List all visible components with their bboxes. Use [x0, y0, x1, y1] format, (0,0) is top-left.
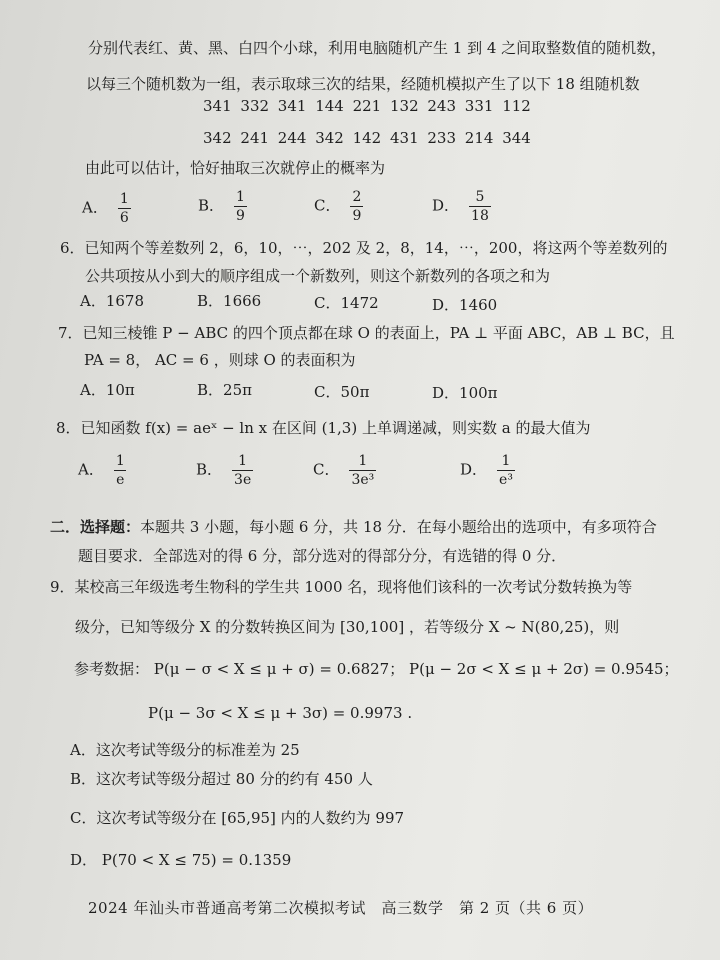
q9-reference-data-2: P(μ − 3σ < X ≤ μ + 3σ) = 0.9973 . — [148, 704, 413, 722]
numerator: 1 — [236, 189, 245, 205]
section2-desc-line-2: 题目要求．全部选对的得 6 分，部分选对的得部分分，有选错的得 0 分． — [78, 547, 567, 565]
q9-option-d: D． P(70 < X ≤ 75) = 0.1359 — [70, 851, 292, 869]
q9-option-c: C．这次考试等级分在 [65,95] 内的人数约为 997 — [70, 809, 405, 827]
option-label: A． — [78, 460, 104, 479]
fraction — [114, 452, 127, 489]
page-footer: 2024 年汕头市普通高考第二次模拟考试 高三数学 第 2 页（共 6 页） — [88, 899, 594, 917]
denominator: 9 — [352, 208, 362, 224]
option-label: C． — [313, 460, 340, 479]
random-numbers-row-1: 341 332 341 144 221 132 243 331 112 — [203, 97, 531, 115]
fraction — [232, 452, 253, 489]
q5-option-b — [198, 188, 247, 225]
q7-option-a: A．10π — [80, 381, 135, 399]
denominator: 3e³ — [351, 472, 375, 488]
fraction — [234, 188, 247, 225]
fraction — [350, 188, 363, 225]
q9-option-b: B．这次考试等级分超过 80 分的约有 450 人 — [70, 770, 373, 788]
q6-text-line-1: 6．已知两个等差数列 2，6，10，⋯，202 及 2，8，14，⋯，200，将这两个等差数列的 — [60, 239, 668, 257]
q6-option-d: D．1460 — [432, 296, 498, 314]
denominator: 9 — [236, 208, 245, 224]
q9-reference-data: 参考数据： P(μ − σ < X ≤ μ + σ) = 0.6827； P(μ − 2σ < X ≤ μ + 2σ) = 0.9545； — [74, 660, 679, 678]
q7-option-d: D．100π — [432, 384, 498, 402]
denominator: 3e — [234, 472, 252, 488]
q6-option-a: A．1678 — [80, 292, 145, 310]
q6-text-line-2: 公共项按从小到大的顺序组成一个新数列，则这个新数列的各项之和为 — [85, 267, 551, 285]
q5-question: 由此可以估计，恰好抽取三次就停止的概率为 — [85, 159, 386, 177]
q7-text-line-2: PA = 8， AC = 6 ，则球 O 的表面积为 — [84, 351, 356, 369]
denominator: e — [116, 472, 125, 488]
option-label: D． — [460, 460, 488, 479]
fraction — [118, 190, 131, 227]
q7-text-line-1: 7．已知三棱锥 P − ABC 的四个顶点都在球 O 的表面上，PA ⊥ 平面 ABC，AB ⊥ BC，且 — [58, 324, 675, 342]
q5-text-line-1: 分别代表红、黄、黑、白四个小球，利用电脑随机产生 1 到 4 之间取整数值的随机数， — [88, 39, 667, 57]
q8-option-b — [196, 452, 253, 489]
q9-option-a: A．这次考试等级分的标准差为 25 — [70, 741, 300, 759]
q5-option-a — [82, 190, 131, 227]
fraction — [497, 452, 515, 489]
numerator: 1 — [501, 453, 511, 469]
denominator: 18 — [471, 208, 489, 224]
fraction — [469, 188, 491, 225]
option-label: A． — [82, 198, 108, 217]
section2-header — [50, 517, 657, 537]
q5-option-d — [432, 188, 491, 225]
q8-text: 8．已知函数 f(x) = aeˣ − ln x 在区间 (1,3) 上单调递减，则实数 a 的最大值为 — [56, 419, 591, 437]
q9-text-line-2: 级分，已知等级分 X 的分数转换区间为 [30,100] ，若等级分 X ~ N(80,25)，则 — [75, 618, 620, 636]
q6-option-b: B．1666 — [197, 292, 262, 310]
denominator: e³ — [499, 472, 513, 488]
section2-title: 二．选择题： — [50, 518, 141, 536]
numerator: 5 — [475, 189, 485, 205]
option-label: C． — [314, 196, 341, 215]
numerator: 1 — [115, 453, 125, 469]
q8-option-c — [313, 452, 376, 489]
section2-desc-line-1: 本题共 3 小题，每小题 6 分，共 18 分．在每小题给出的选项中，有多项符合 — [140, 518, 657, 536]
option-label: B． — [198, 196, 225, 215]
q7-option-c: C．50π — [314, 383, 370, 401]
random-numbers-row-2: 342 241 244 342 142 431 233 214 344 — [203, 129, 531, 147]
denominator: 6 — [119, 210, 129, 226]
numerator: 2 — [352, 189, 362, 205]
q5-text-line-2: 以每三个随机数为一组，表示取球三次的结果，经随机模拟产生了以下 18 组随机数 — [86, 75, 640, 93]
option-label: B． — [196, 460, 223, 479]
option-label: D． — [432, 196, 460, 215]
numerator: 1 — [358, 453, 368, 469]
q7-option-b: B．25π — [197, 381, 252, 399]
q8-option-d — [460, 452, 515, 489]
fraction — [349, 452, 376, 489]
q5-option-c — [314, 188, 363, 225]
numerator: 1 — [238, 453, 248, 469]
numerator: 1 — [119, 191, 129, 207]
q8-option-a — [78, 452, 127, 489]
q6-option-c: C．1472 — [314, 294, 379, 312]
q9-text-line-1: 9．某校高三年级选考生物科的学生共 1000 名，现将他们该科的一次考试分数转换为等 — [50, 578, 633, 596]
